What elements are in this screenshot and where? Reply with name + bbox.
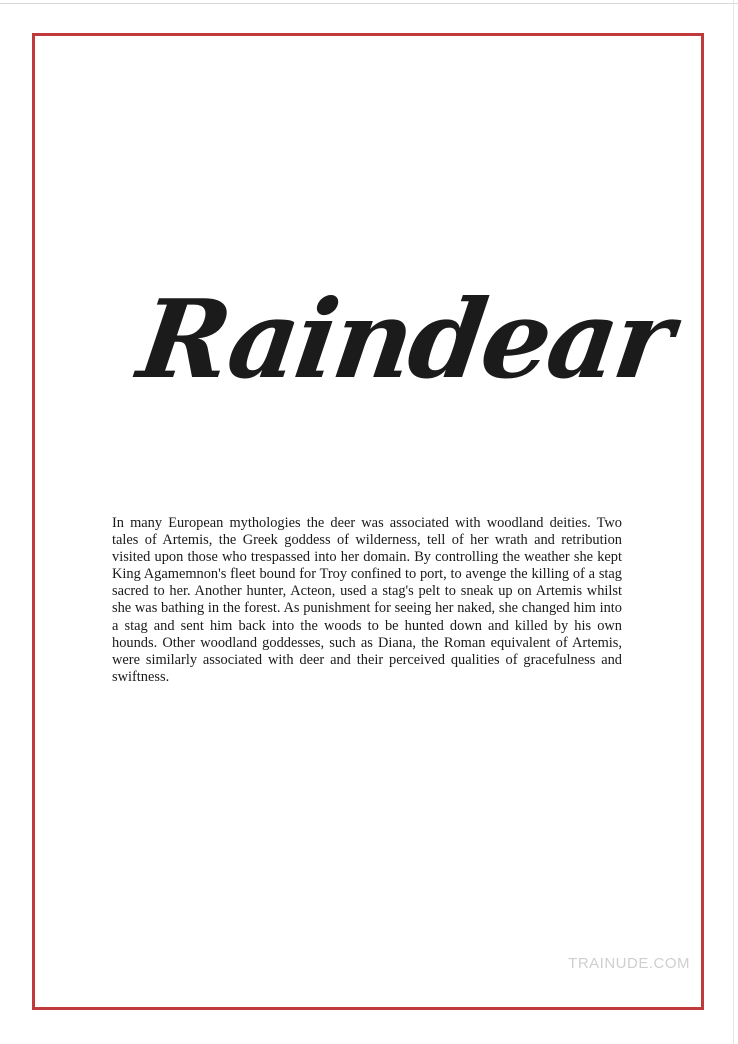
body-paragraph: In many European mythologies the deer was associated with woodland deities. Two tales of Artemis, the Greek goddess of wilderness, tell of her wrath and retribution visited upon those who trespassed into her domain. By controlling the weather she kept King Agamemnon's fleet bound for Troy confined to port, to avenge the killing of a stag sacred to her. Another hunter, Acteon, used a stag's pelt to sneak up on Artemis whilst she was bathing in the forest. As punishment for seeing her naked, she changed him into a stag and sent him back into the woods to be hunted down and killed by his own hounds. Other woodland goddesses, such as Diana, the Roman equivalent of Artemis, were similarly associated with deer and their perceived qualities of gracefulness and swiftness. <box>112 515 622 685</box>
right-edge-rule <box>733 0 734 1044</box>
watermark: TRAINUDE.COM <box>568 955 690 972</box>
page-title: Raindear <box>131 277 679 403</box>
top-edge-rule <box>0 3 738 4</box>
